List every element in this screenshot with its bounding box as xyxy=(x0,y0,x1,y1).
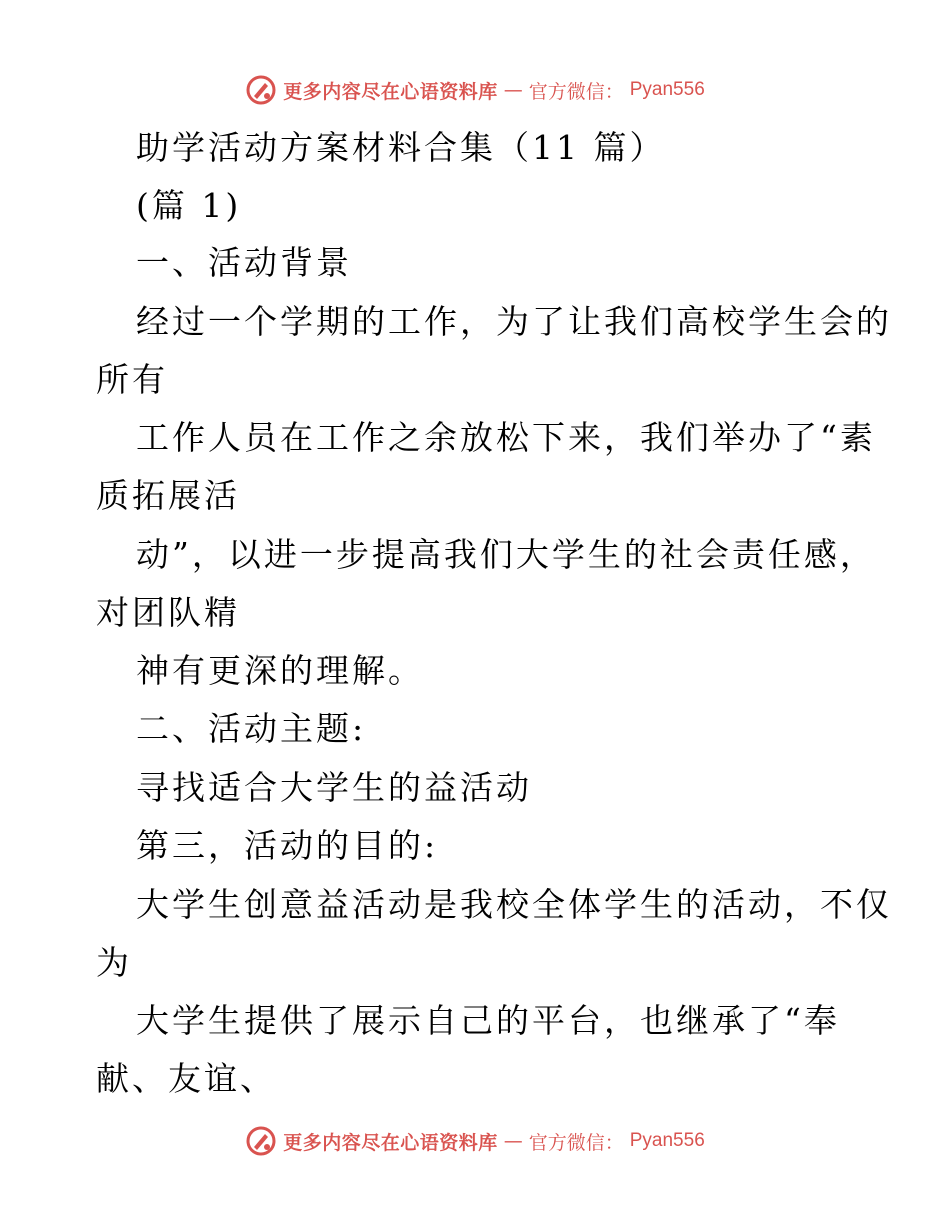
header-contact-label: 官方微信： xyxy=(528,80,624,103)
paragraph-line: 为 xyxy=(96,943,132,982)
footer-contact-id: Pyan556 xyxy=(629,1130,705,1151)
heading-background: 一、活动背景 xyxy=(136,243,352,282)
paragraph-line: 所有 xyxy=(96,360,168,399)
heading-purpose: 第三，活动的目的: xyxy=(136,826,439,865)
footer-separator: — xyxy=(503,1130,523,1152)
footer-watermark-text: 更多内容尽在心语资料库 xyxy=(283,1131,498,1154)
document-title: 助学活动方案材料合集（11 篇） xyxy=(136,128,666,167)
paragraph-line: 工作人员在工作之余放松下来，我们举办了“素 xyxy=(136,418,876,457)
header-separator: — xyxy=(503,79,523,101)
footer-watermark xyxy=(0,1121,950,1161)
footer-contact-label: 官方微信： xyxy=(528,1131,624,1154)
paragraph-line: 寻找适合大学生的益活动 xyxy=(136,768,532,807)
paragraph-line: 献、友谊、 xyxy=(96,1059,276,1098)
section-subtitle: (篇 1) xyxy=(136,186,242,225)
paragraph-line: 大学生创意益活动是我校全体学生的活动，不仅 xyxy=(136,885,892,924)
header-contact-id: Pyan556 xyxy=(629,79,705,100)
paragraph-line: 质拓展活 xyxy=(96,476,240,515)
paragraph-line: 经过一个学期的工作，为了让我们高校学生会的 xyxy=(136,302,892,341)
paragraph-line: 对团队精 xyxy=(96,593,240,632)
paragraph-line: 动”，以进一步提高我们大学生的社会责任感， xyxy=(136,535,876,574)
logo-icon xyxy=(245,1125,277,1157)
heading-theme: 二、活动主题: xyxy=(136,709,367,748)
header-watermark-text: 更多内容尽在心语资料库 xyxy=(283,80,498,103)
paragraph-line: 神有更深的理解。 xyxy=(136,651,424,690)
paragraph-line: 大学生提供了展示自己的平台，也继承了“奉 xyxy=(136,1001,840,1040)
